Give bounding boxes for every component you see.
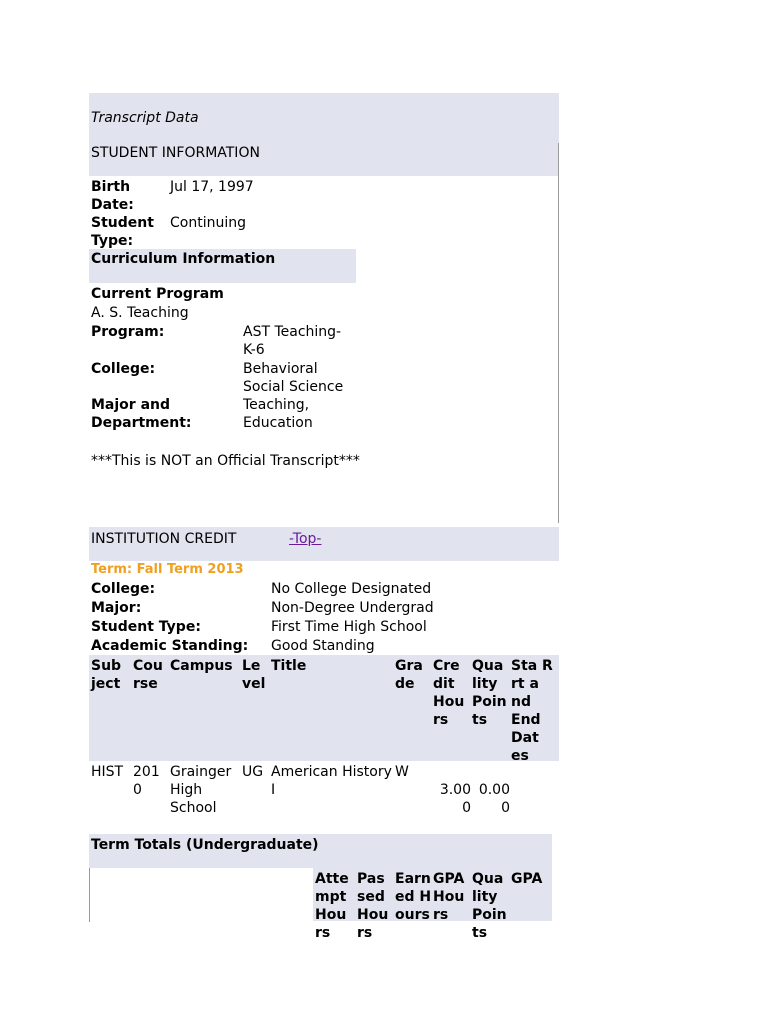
student-type-label: Student Type: <box>91 215 154 249</box>
term-major-label: Major: <box>91 600 142 616</box>
academic-standing-label: Academic Standing: <box>91 638 249 654</box>
term-major-value: Non-Degree Undergrad <box>271 600 434 616</box>
major-value: Teaching, Education <box>243 397 313 431</box>
page-title: Transcript Data <box>91 110 199 126</box>
section-left-border <box>89 862 90 922</box>
current-program-value: A. S. Teaching <box>91 305 189 321</box>
col-passed-hours: Passed Hours <box>357 871 389 941</box>
program-label: Program: <box>91 324 165 340</box>
col-level: Level <box>242 658 266 692</box>
cell-title: American History I <box>271 764 392 798</box>
col-course: Course <box>133 658 163 692</box>
term-totals-heading: Term Totals (Undergraduate) <box>91 837 319 853</box>
cell-credit-hours: 3.000 <box>439 782 471 816</box>
cell-campus: Grainger High School <box>170 764 232 816</box>
col-subject: Subject <box>91 658 122 692</box>
col-quality-points: Quality Points <box>472 658 507 728</box>
cell-level: UG <box>242 764 264 780</box>
col-campus: Campus <box>170 658 233 674</box>
col-credit-hours: Credit Hours <box>433 658 465 728</box>
student-type-value: Continuing <box>170 215 246 231</box>
program-value: AST Teaching-K-6 <box>243 324 342 358</box>
col-title: Title <box>271 658 307 674</box>
top-link[interactable]: -Top- <box>289 531 322 547</box>
term-student-type-value: First Time High School <box>271 619 427 635</box>
col-earned-hours: Earned Hours <box>395 871 432 923</box>
col-gpa: GPA <box>511 871 543 887</box>
student-info-heading: STUDENT INFORMATION <box>91 145 260 161</box>
current-program-label: Current Program <box>91 286 224 302</box>
unofficial-notice: ***This is NOT an Official Transcript*** <box>91 453 360 469</box>
college-label: College: <box>91 361 156 377</box>
col-grade: Grade <box>395 658 423 692</box>
section-right-border <box>558 143 559 523</box>
cell-subject: HIST <box>91 764 124 780</box>
term-college-value: No College Designated <box>271 581 432 597</box>
birth-date-label: Birth Date: <box>91 179 134 213</box>
col-r: R <box>542 658 553 674</box>
term-college-label: College: <box>91 581 156 597</box>
institution-credit-heading: INSTITUTION CREDIT <box>91 531 237 547</box>
col-quality-points-totals: Quality Points <box>472 871 507 941</box>
term-student-type-label: Student Type: <box>91 619 201 635</box>
col-attempt-hours: Attempt Hours <box>315 871 349 941</box>
term-label: Term: Fall Term 2013 <box>91 562 244 577</box>
col-start-end-dates: Start and End Dates <box>511 658 541 764</box>
cell-grade: W <box>395 764 409 780</box>
academic-standing-value: Good Standing <box>271 638 375 654</box>
curriculum-heading: Curriculum Information <box>91 251 276 267</box>
col-gpa-hours: GPA Hours <box>433 871 465 923</box>
cell-course: 2010 <box>133 764 160 798</box>
birth-date-value: Jul 17, 1997 <box>170 179 254 195</box>
college-value: Behavioral Social Science <box>243 361 344 395</box>
cell-quality-points: 0.000 <box>478 782 510 816</box>
major-label: Major and Department: <box>91 397 192 431</box>
